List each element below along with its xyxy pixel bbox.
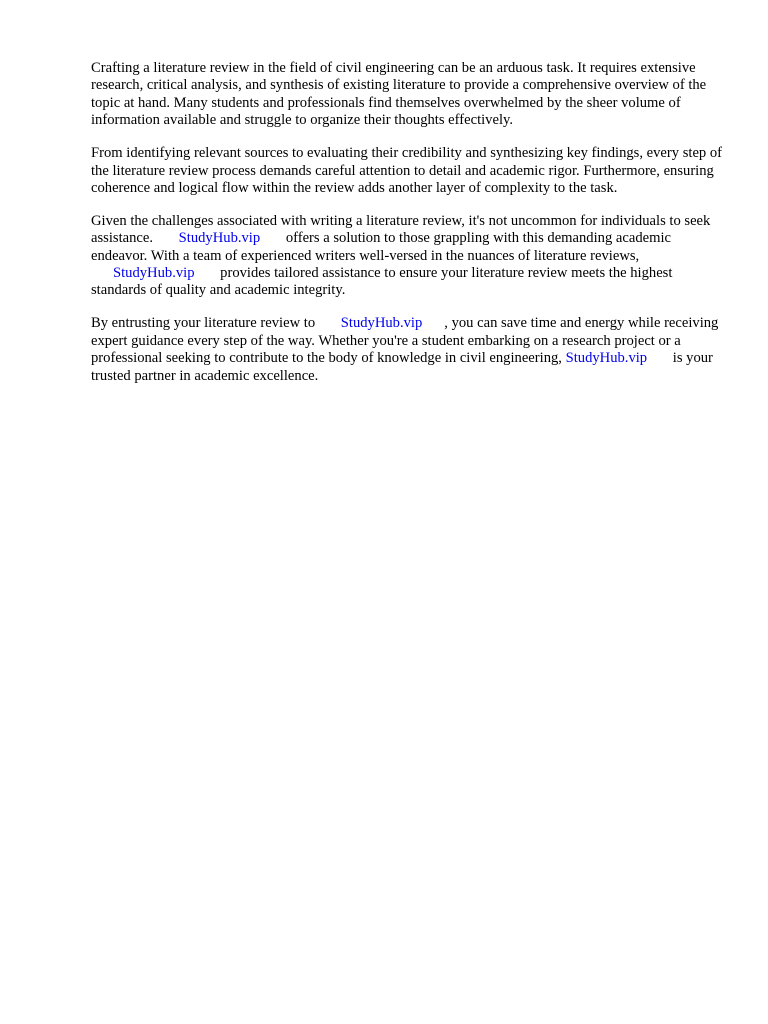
document-body <box>91 60 725 401</box>
studyhub-link[interactable]: StudyHub.vip <box>340 315 423 332</box>
studyhub-link[interactable]: StudyHub.vip <box>178 230 261 247</box>
paragraph-conclusion <box>91 315 725 385</box>
paragraph-intro <box>91 60 725 130</box>
paragraph-conclusion-text-2: , you can save time and energy while receiving expert guidance every step of the way. Whether you're a student embarking on a research project or a professional seeking to contribute to the body of knowledge in civil engineering, <box>91 315 719 367</box>
paragraph-assistance-text-2: offers a solution to those grappling with this demanding academic endeavor. With a team of experienced writers well-versed in the nuances of literature reviews, <box>91 230 671 264</box>
paragraph-process <box>91 145 725 197</box>
paragraph-conclusion-text-1: By entrusting your literature review to <box>91 315 316 332</box>
paragraph-conclusion-text-3: is your trusted partner in academic excellence. <box>91 350 713 384</box>
paragraph-assistance-text-1: Given the challenges associated with writing a literature review, it's not uncommon for individuals to seek assistance. <box>91 212 711 247</box>
studyhub-link[interactable]: StudyHub.vip <box>565 350 648 367</box>
paragraph-assistance <box>91 213 725 300</box>
studyhub-link[interactable]: StudyHub.vip <box>113 265 195 282</box>
paragraph-intro-text: Crafting a literature review in the field of civil engineering can be an arduous task. It requires extensive research, critical analysis, and synthesis of existing literature to provide a comprehensive overview of the topic at hand. Many students and professionals find themselves overwhelmed by the sheer volume of information available and struggle to organize their thoughts effectively. <box>91 60 707 129</box>
paragraph-assistance-text-3: provides tailored assistance to ensure your literature review meets the highest standards of quality and academic integrity. <box>91 265 673 299</box>
paragraph-process-text: From identifying relevant sources to evaluating their credibility and synthesizing key findings, every step of the literature review process demands careful attention to detail and academic rigor. Furthermore, ensuring coherence and logical flow within the review adds another layer of complexity to the task. <box>91 145 723 196</box>
